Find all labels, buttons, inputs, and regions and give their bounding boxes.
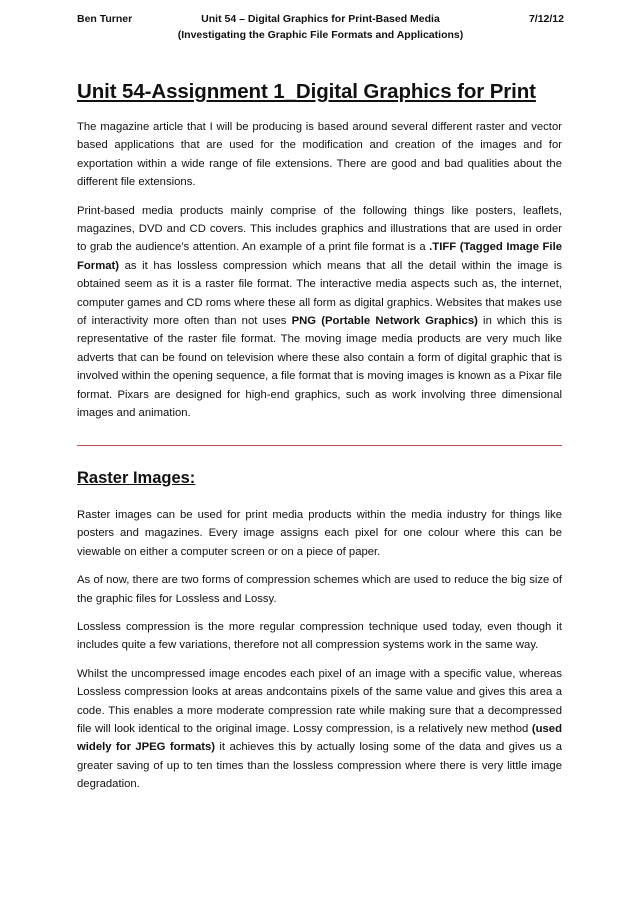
- intro-section: [77, 118, 562, 433]
- text-run: as it has lossless compression which means that all the detail within the image is obtained seem as it is a raster file format. The interactive media aspects such as, the internet, computer games and CD roms where these all form as digital graphics. Websites that makes use of interactivity more often than not uses: [77, 259, 562, 328]
- header-unit-title: Unit 54 – Digital Graphics for Print-Based Media: [201, 13, 440, 25]
- bold-text-jpeg: (used widely for JPEG formats): [77, 723, 562, 754]
- header-subtitle: (Investigating the Graphic File Formats and Applications): [177, 29, 464, 41]
- raster-paragraph: Raster images can be used for print media products within the media industry for things like posters and magazines. Every image assigns each pixel for one colour where this can be viewable on either a computer screen or on a piece of paper.: [77, 509, 562, 558]
- raster-paragraph: [77, 665, 562, 794]
- bold-text-tiff: .TIFF (Tagged Image File Format): [77, 241, 562, 272]
- intro-paragraph: [77, 202, 562, 423]
- header-date: 7/12/12: [528, 13, 564, 25]
- text-run: Whilst the uncompressed image encodes each pixel of an image with a specific value, whereas Lossless compression looks at areas andcontains pixels of the same value and gives this area a code. This enables a more moderate compression rate while making sure that a decompressed file will look identical to the original image. Lossy compression, is a relatively new method: [77, 667, 562, 736]
- text-run: Print-based media products mainly comprise of the following things like posters, leaflets, magazines, DVD and CD covers. This includes graphics and illustrations that are used in order to grab the audience’s attention. An example of a print file format is a: [77, 204, 562, 254]
- section-divider: [77, 445, 562, 446]
- raster-paragraph: As of now, there are two forms of compression schemes which are used to reduce the big size of the graphic files for Lossless and Lossy.: [77, 574, 562, 605]
- raster-section: [77, 506, 562, 804]
- section-heading-raster: Raster Images:: [77, 469, 196, 487]
- raster-paragraph: Lossless compression is the more regular compression technique used today, even though it includes quite a few variations, therefore not all compression systems work in the same way.: [77, 621, 562, 652]
- intro-paragraph: The magazine article that I will be producing is based around several different raster and vector based applications that are used for the modification and creation of the images and for exportation within a wide range of file extensions. There are good and bad qualities about the different file extensions.: [77, 121, 562, 189]
- header-author: Ben Turner: [77, 13, 133, 25]
- text-run: it achieves this by actually losing some of the data and gives us a greater saving of up to ten times than the lossless compression where there is very little image degradation.: [77, 741, 562, 791]
- document-title: Unit 54-Assignment 1_Digital Graphics for Print: [77, 80, 536, 103]
- bold-text-png: PNG (Portable Network Graphics): [291, 315, 478, 328]
- text-run: in which this is representative of the raster file format. The moving image media products are very much like adverts that can be found on television where these also contain a form of digital graphic that is involved within the opening sequence, a file format that is moving images is known as a Pixar file format. Pixars are designed for high-end graphics, such as work involving three dimensional images and animation.: [77, 315, 562, 420]
